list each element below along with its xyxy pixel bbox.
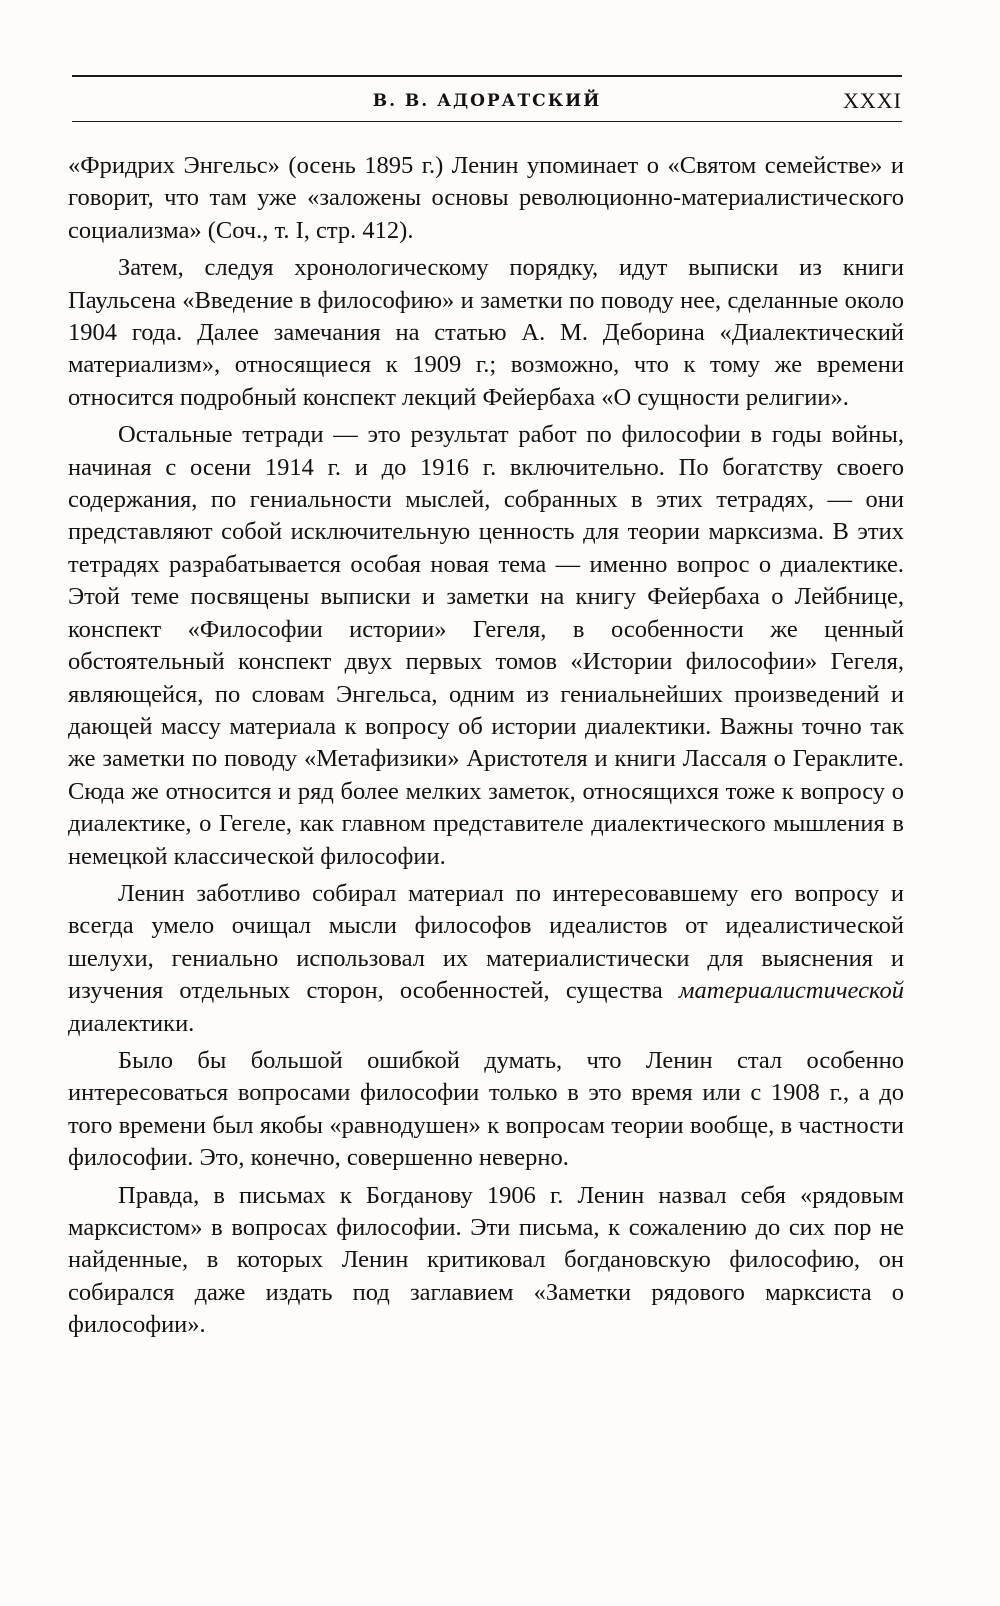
paragraph-4 bbox=[68, 878, 904, 1040]
paragraph-4-text-after: диалектики. bbox=[68, 1009, 195, 1037]
paragraph-2: Затем, следуя хронологическому порядку, идут выписки из книги Паульсена «Введение в философию» и заметки по поводу нее, сделанные около 1904 года. Далее замечания на статью А. М. Деборина «Диалектический материализм», относящиеся к 1909 г.; возможно, что к тому же времени относится подробный конспект лекций Фейербаха «О сущности религии». bbox=[68, 254, 904, 411]
paragraph-6: Правда, в письмах к Богданову 1906 г. Ленин назвал себя «рядовым марксистом» в вопросах философии. Эти письма, к сожалению до сих пор не найденные, в которых Ленин критиковал богдановскую философию, он собирался даже издать под заглавием «Заметки рядового марксиста о философии». bbox=[68, 1181, 904, 1339]
paragraph-4-emphasis: материалистической bbox=[678, 977, 904, 1005]
body-text bbox=[68, 150, 904, 1342]
paragraph-1: «Фридрих Энгельс» (осень 1895 г.) Ленин упоминает о «Святом семействе» и говорит, что там уже «заложены основы революционно-материалистического социализма» (Соч., т. I, стр. 412). bbox=[68, 152, 904, 244]
header-bottom-rule bbox=[72, 121, 902, 122]
paragraph-3: Остальные тетради — это результат работ по философии в годы войны, начиная с осени 1914 г. и до 1916 г. включительно. По богатству своего содержания, по гениальности мыслей, собранных в этих тетрадях, — они представляют собой исключительную ценность для теории марксизма. В этих тетрадях разрабатывается особая новая тема — именно вопрос о диалектике. Этой теме посвящены выписки и заметки на книгу Фейербаха о Лейбнице, конспект «Философии истории» Гегеля, в особенности же ценный обстоятельный конспект двух первых томов «Истории философии» Гегеля, являющейся, по словам Энгельса, одним из гениальнейших произведений и дающей массу материала к вопросу об истории диалектики. Важны точно так же заметки по поводу «Метафизики» Аристотеля и книги Лассаля о Гераклите. Сюда же относится и ряд более мелких заметок, относящихся тоже к вопросу о диалектике, о Гегеле, как главном представителе диалектического мышления в немецкой классической философии. bbox=[68, 421, 904, 870]
page-number: XXXI bbox=[843, 88, 902, 113]
running-title: В. В. АДОРАТСКИЙ bbox=[372, 91, 602, 111]
paragraph-4-text-before: Ленин заботливо собирал материал по интересовавшему его вопросу и всегда умело очищал мысли философов идеалистов от идеалистической шелухи, гениально использовал их материалистически для выяснения и изучения отдельных сторон, особенностей, существа bbox=[68, 879, 904, 1005]
header-top-rule bbox=[72, 75, 902, 77]
running-head bbox=[72, 86, 902, 116]
paragraph-5: Было бы большой ошибкой думать, что Ленин стал особенно интересоваться вопросами философии только в это время или с 1908 г., а до того времени был якобы «равнодушен» к вопросам теории вообще, в частности философии. Это, конечно, совершенно неверно. bbox=[68, 1046, 904, 1172]
